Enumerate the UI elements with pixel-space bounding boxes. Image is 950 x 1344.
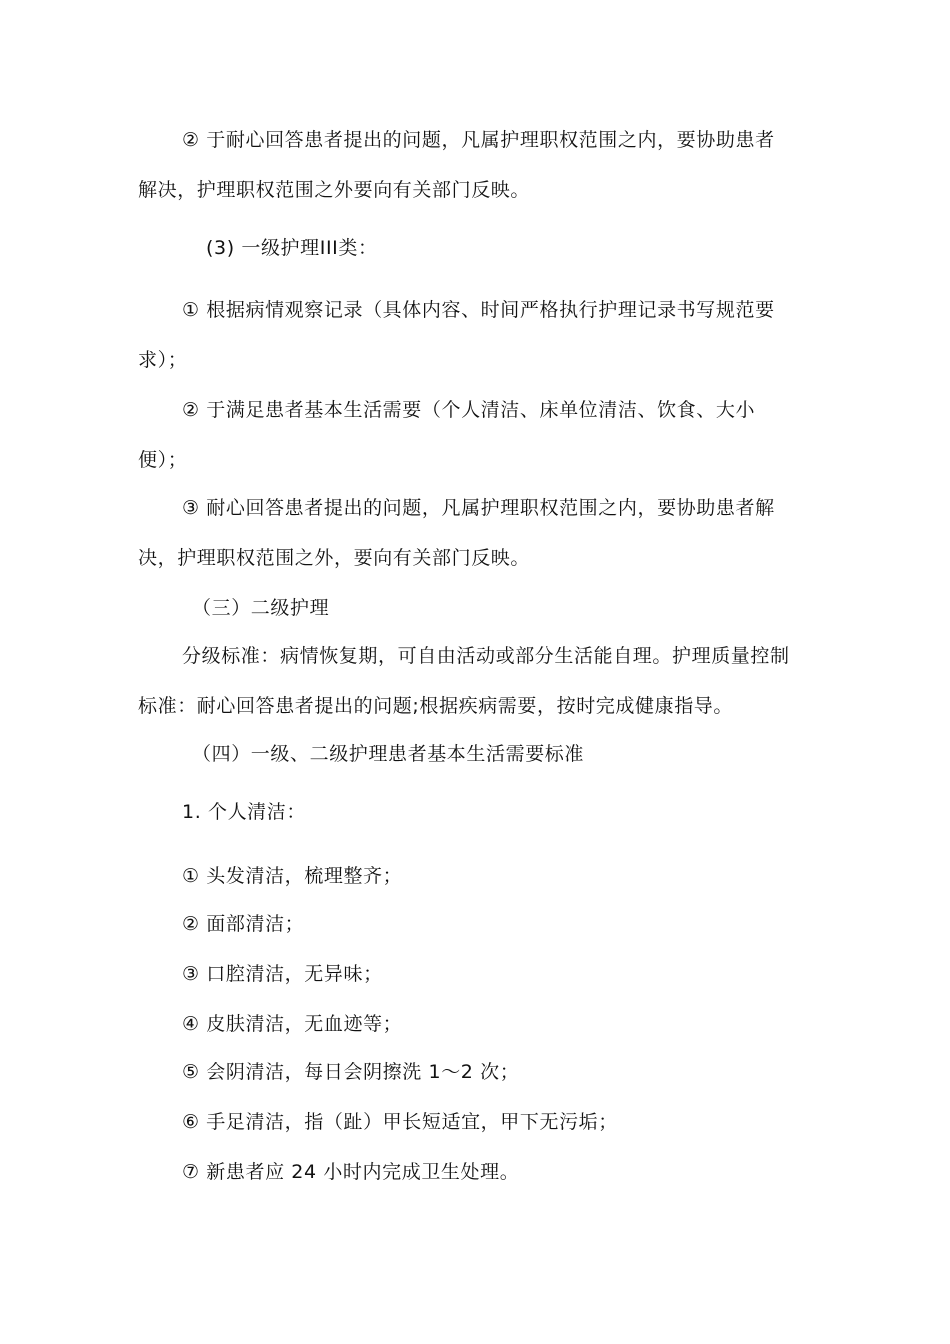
subheading-personal-cleaning: 1. 个人清洁： <box>182 801 306 823</box>
paragraph-item-3b-line2: 决，护理职权范围之外，要向有关部门反映。 <box>138 547 531 569</box>
paragraph-item-3b-line1: ③ 耐心回答患者提出的问题，凡属护理职权范围之内，要协助患者解 <box>182 497 775 519</box>
list-item: ② 面部清洁； <box>182 913 305 935</box>
section-heading-level2-care: （三）二级护理 <box>192 597 330 619</box>
section-heading-basic-needs: （四）一级、二级护理患者基本生活需要标准 <box>192 743 585 765</box>
paragraph-item-2a-line2: 解决，护理职权范围之外要向有关部门反映。 <box>138 179 531 201</box>
list-item: ⑤ 会阴清洁，每日会阴擦洗 1～2 次； <box>182 1061 520 1083</box>
list-item: ⑥ 手足清洁，指（趾）甲长短适宜，甲下无污垢； <box>182 1111 618 1133</box>
list-item: ③ 口腔清洁，无异味； <box>182 963 383 985</box>
grading-standard-line1: 分级标准：病情恢复期，可自由活动或部分生活能自理。护理质量控制 <box>182 645 790 667</box>
list-item: ④ 皮肤清洁，无血迹等； <box>182 1013 403 1035</box>
list-item: ① 头发清洁，梳理整齐； <box>182 865 403 887</box>
grading-standard-line2: 标准：耐心回答患者提出的问题;根据疾病需要，按时完成健康指导。 <box>138 695 734 717</box>
list-item: ⑦ 新患者应 24 小时内完成卫生处理。 <box>182 1161 520 1183</box>
paragraph-item-2a-line1: ② 于耐心回答患者提出的问题，凡属护理职权范围之内，要协助患者 <box>182 129 775 151</box>
paragraph-item-1b-line1: ① 根据病情观察记录（具体内容、时间严格执行护理记录书写规范要 <box>182 299 775 321</box>
paragraph-item-1b-line2: 求）； <box>138 349 188 371</box>
paragraph-item-2b-line2: 便）； <box>138 449 188 471</box>
heading-level1-class3: (3) 一级护理III类： <box>206 237 378 259</box>
paragraph-item-2b-line1: ② 于满足患者基本生活需要（个人清洁、床单位清洁、饮食、大小 <box>182 399 756 421</box>
